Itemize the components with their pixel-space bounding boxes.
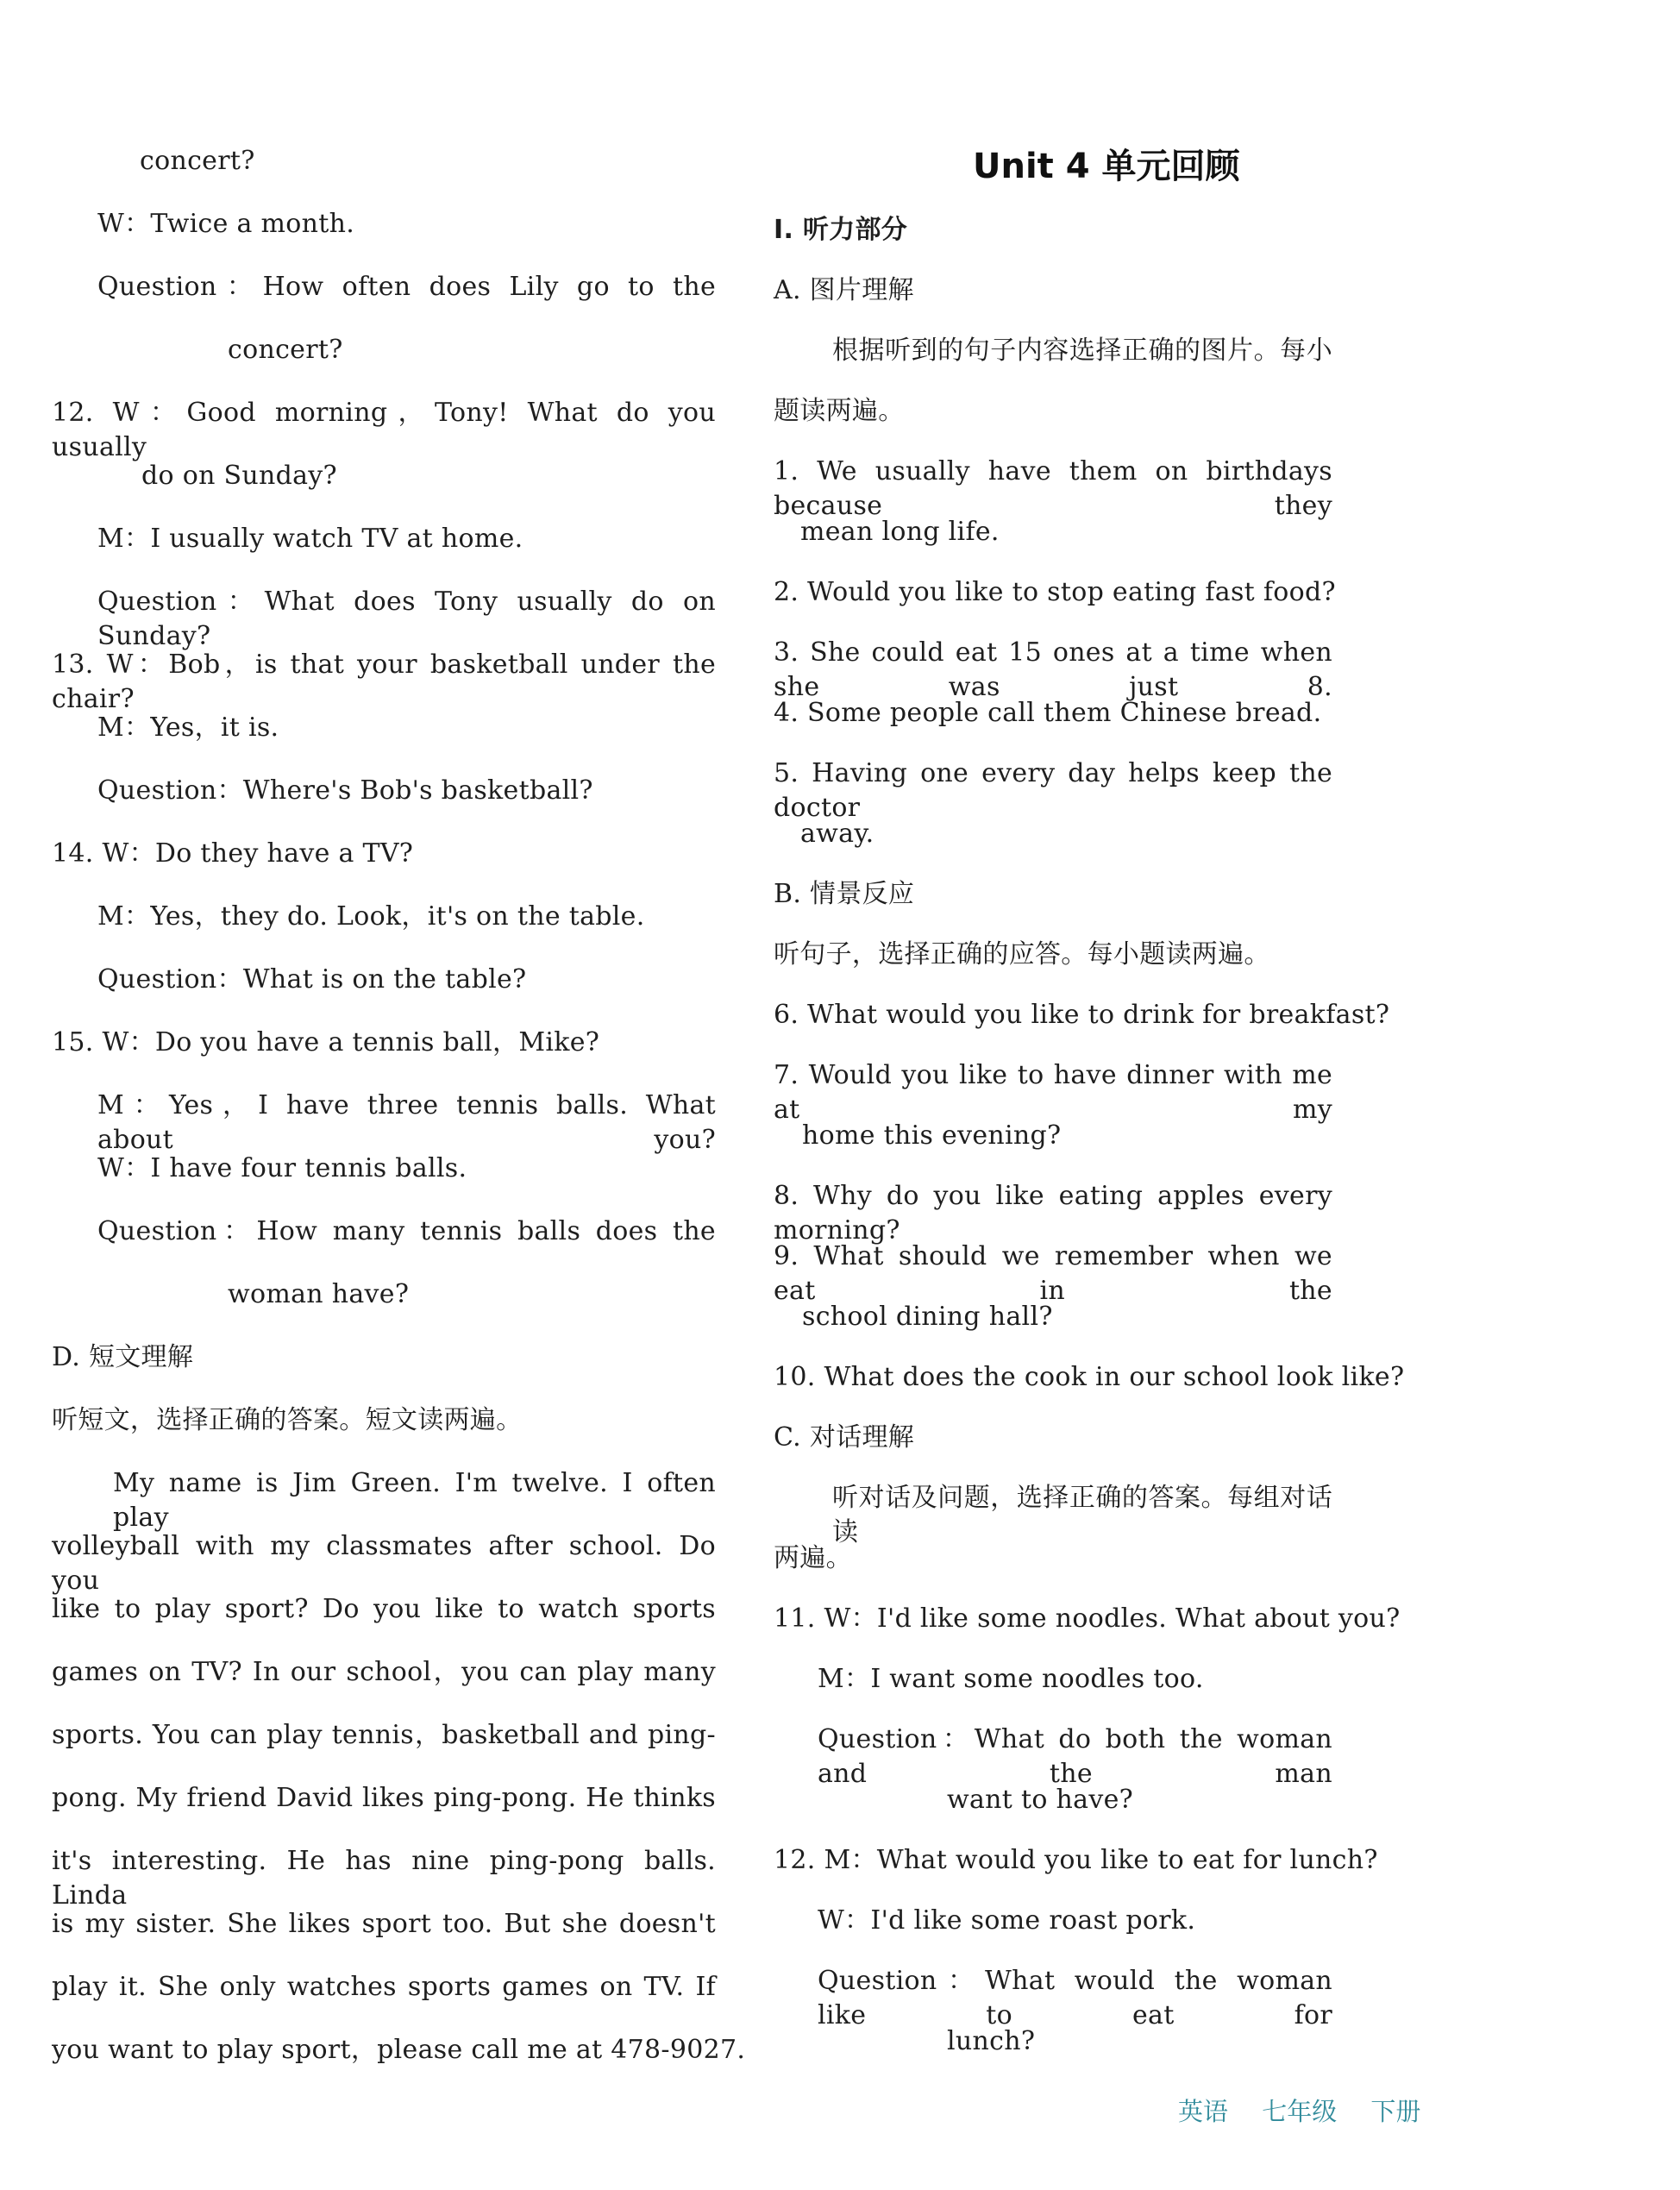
question-line: 7. Would you like to have dinner with me at my <box>774 1060 1332 1125</box>
text-line: 13. W：Bob，is that your basketball under the chair? <box>52 649 716 714</box>
text-line: woman have? <box>228 1279 410 1309</box>
subsection-heading: A. 图片理解 <box>774 275 914 305</box>
passage-line: you want to play sport，please call me at 478-9027. <box>52 2035 746 2065</box>
passage-line: games on TV? In our school，you can play many <box>52 1657 716 1687</box>
question-line: 11. W：I'd like some noodles. What about you? <box>774 1603 1401 1634</box>
text-line: M：Yes，they do. Look，it's on the table. <box>97 901 645 932</box>
subsection-heading: B. 情景反应 <box>774 879 915 909</box>
instruction-text: 听句子，选择正确的应答。每小题读两遍。 <box>774 939 1270 969</box>
question-line: 2. Would you like to stop eating fast food? <box>774 577 1336 607</box>
text-line: do on Sunday? <box>141 461 337 491</box>
page-footer: 英语 七年级 下册 <box>1178 2097 1421 2126</box>
instruction-text: 根据听到的句子内容选择正确的图片。每小 <box>832 336 1332 366</box>
text-line: W：I have four tennis balls. <box>97 1153 467 1183</box>
question-line: Question：What do both the woman and the man <box>818 1724 1332 1789</box>
question-line: 5. Having one every day helps keep the doctor <box>774 758 1332 823</box>
passage-line: pong. My friend David likes ping-pong. He thinks <box>52 1783 716 1813</box>
question-line: 12. M：What would you like to eat for lunch? <box>774 1845 1378 1875</box>
text-line: concert? <box>140 146 255 176</box>
text-line: Question：How many tennis balls does the <box>97 1216 716 1246</box>
question-line: 4. Some people call them Chinese bread. <box>774 698 1322 728</box>
text-line: W：Twice a month. <box>97 209 355 239</box>
passage-line: it's interesting. He has nine ping-pong balls. Linda <box>52 1846 716 1911</box>
instruction-text: 题读两遍。 <box>774 396 905 426</box>
text-line: M：Yes，I have three tennis balls. What about you? <box>97 1090 716 1155</box>
text-line: concert? <box>228 335 343 365</box>
text-line: M：I usually watch TV at home. <box>97 524 523 554</box>
question-line: mean long life. <box>800 517 1000 547</box>
passage-line: play it. She only watches sports games on TV. If <box>52 1972 716 2002</box>
question-line: 6. What would you like to drink for breakfast? <box>774 1000 1390 1030</box>
passage-line: volleyball with my classmates after school. Do you <box>52 1531 716 1596</box>
instruction-text: 听对话及问题，选择正确的答案。每组对话读 <box>832 1483 1332 1547</box>
text-line: M：Yes，it is. <box>97 712 279 743</box>
subsection-heading: C. 对话理解 <box>774 1422 915 1453</box>
passage-line: like to play sport? Do you like to watch sports <box>52 1594 716 1624</box>
passage-line: sports. You can play tennis，basketball and ping- <box>52 1720 716 1750</box>
section-heading: Ⅰ. 听力部分 <box>774 215 908 245</box>
question-line: W：I'd like some roast pork. <box>818 1905 1196 1936</box>
text-line: 15. W：Do you have a tennis ball，Mike? <box>52 1027 600 1057</box>
text-line: 14. W：Do they have a TV? <box>52 838 414 869</box>
section-heading: D. 短文理解 <box>52 1342 194 1372</box>
question-line: M：I want some noodles too. <box>818 1664 1204 1694</box>
question-line: 8. Why do you like eating apples every morning? <box>774 1181 1332 1246</box>
question-line: 10. What does the cook in our school look like? <box>774 1362 1405 1392</box>
text-line: Question：What is on the table? <box>97 964 527 995</box>
question-line: home this evening? <box>802 1120 1062 1151</box>
instruction-text: 听短文，选择正确的答案。短文读两遍。 <box>52 1405 523 1435</box>
text-line: Question：What does Tony usually do on Sunday? <box>97 587 716 651</box>
passage-line: is my sister. She likes sport too. But she doesn't <box>52 1909 716 1939</box>
question-line: want to have? <box>947 1785 1134 1815</box>
question-line: 1. We usually have them on birthdays because they <box>774 456 1332 521</box>
question-line: 9. What should we remember when we eat in the <box>774 1241 1332 1306</box>
page-title: Unit 4 单元回顾 <box>973 147 1240 186</box>
text-line: Question：Where's Bob's basketball? <box>97 775 593 806</box>
question-line: away. <box>800 819 874 849</box>
instruction-text: 两遍。 <box>774 1543 852 1573</box>
passage-line: My name is Jim Green. I'm twelve. I often play <box>113 1468 716 1533</box>
question-line: lunch? <box>947 2026 1036 2056</box>
question-line: Question：What would the woman like to eat for <box>818 1966 1332 2030</box>
question-line: school dining hall? <box>802 1302 1053 1332</box>
text-line: Question：How often does Lily go to the <box>97 272 716 302</box>
text-line: 12. W：Good morning，Tony! What do you usually <box>52 398 716 462</box>
question-line: 3. She could eat 15 ones at a time when she was just 8. <box>774 637 1332 702</box>
